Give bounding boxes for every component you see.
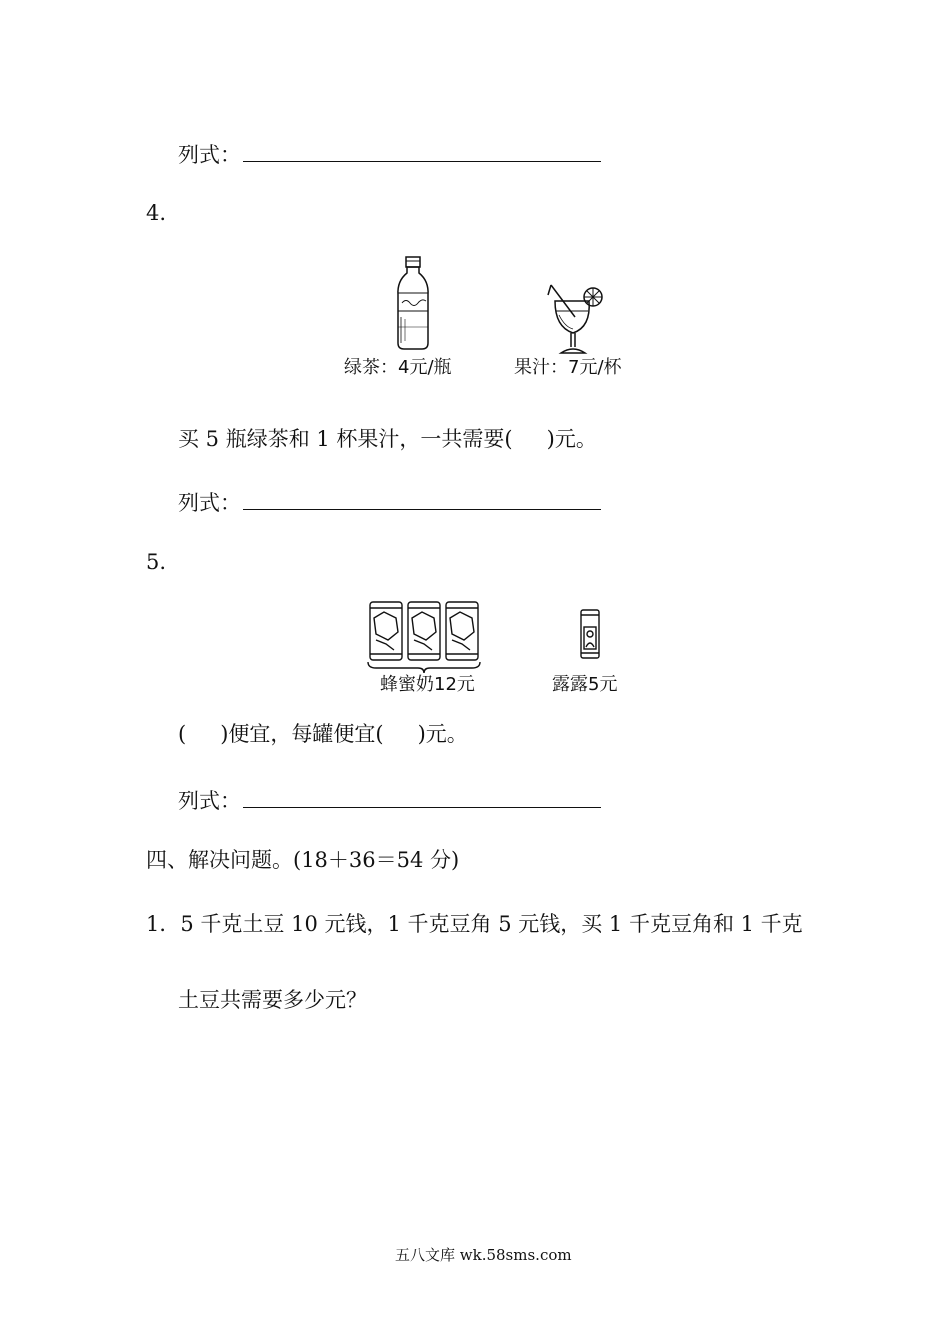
question-prefix: 买 5 瓶绿茶和 1 杯果汁，一共需要(	[178, 427, 513, 451]
honey-milk-cans-icon	[364, 598, 482, 674]
formula-label: 列式：	[178, 789, 241, 813]
problem-line-2: 土豆共需要多少元？	[178, 988, 367, 1012]
question-number: 5.	[146, 550, 167, 574]
section-heading: 四、解决问题。(18＋36＝54 分)	[146, 848, 460, 872]
formula-label: 列式：	[178, 143, 241, 167]
green-tea-bottle-icon	[392, 255, 434, 351]
question-number: 4.	[146, 201, 167, 225]
green-tea-caption: 绿茶：4元/瓶	[344, 357, 452, 378]
honey-milk-caption: 蜂蜜奶12元	[380, 674, 475, 695]
question-part-2: )便宜，每罐便宜(	[220, 722, 384, 746]
question-text	[178, 429, 597, 450]
formula-label: 列式：	[178, 491, 241, 515]
problem-number: 1．	[146, 912, 181, 936]
problem-line-1	[146, 914, 803, 935]
formula-line-q4	[178, 489, 601, 514]
question-suffix: )元。	[546, 427, 597, 451]
problem-text-1: 5 千克土豆 10 元钱，1 千克豆角 5 元钱，买 1 千克豆角和 1 千克	[180, 912, 803, 936]
lulu-caption: 露露5元	[552, 674, 618, 695]
footer-watermark: 五八文库 wk.58sms.com	[395, 1246, 572, 1264]
question-part-1: (	[178, 722, 187, 746]
juice-caption: 果汁：7元/杯	[514, 357, 622, 378]
answer-blank[interactable]	[243, 489, 601, 510]
question-part-3: )元。	[417, 722, 468, 746]
lulu-can-icon	[578, 607, 602, 661]
answer-blank[interactable]	[243, 141, 601, 162]
question-text	[178, 724, 468, 745]
formula-line-q3	[178, 141, 601, 166]
juice-glass-icon	[545, 283, 607, 355]
formula-line-q5	[178, 787, 601, 812]
answer-blank[interactable]	[243, 787, 601, 808]
